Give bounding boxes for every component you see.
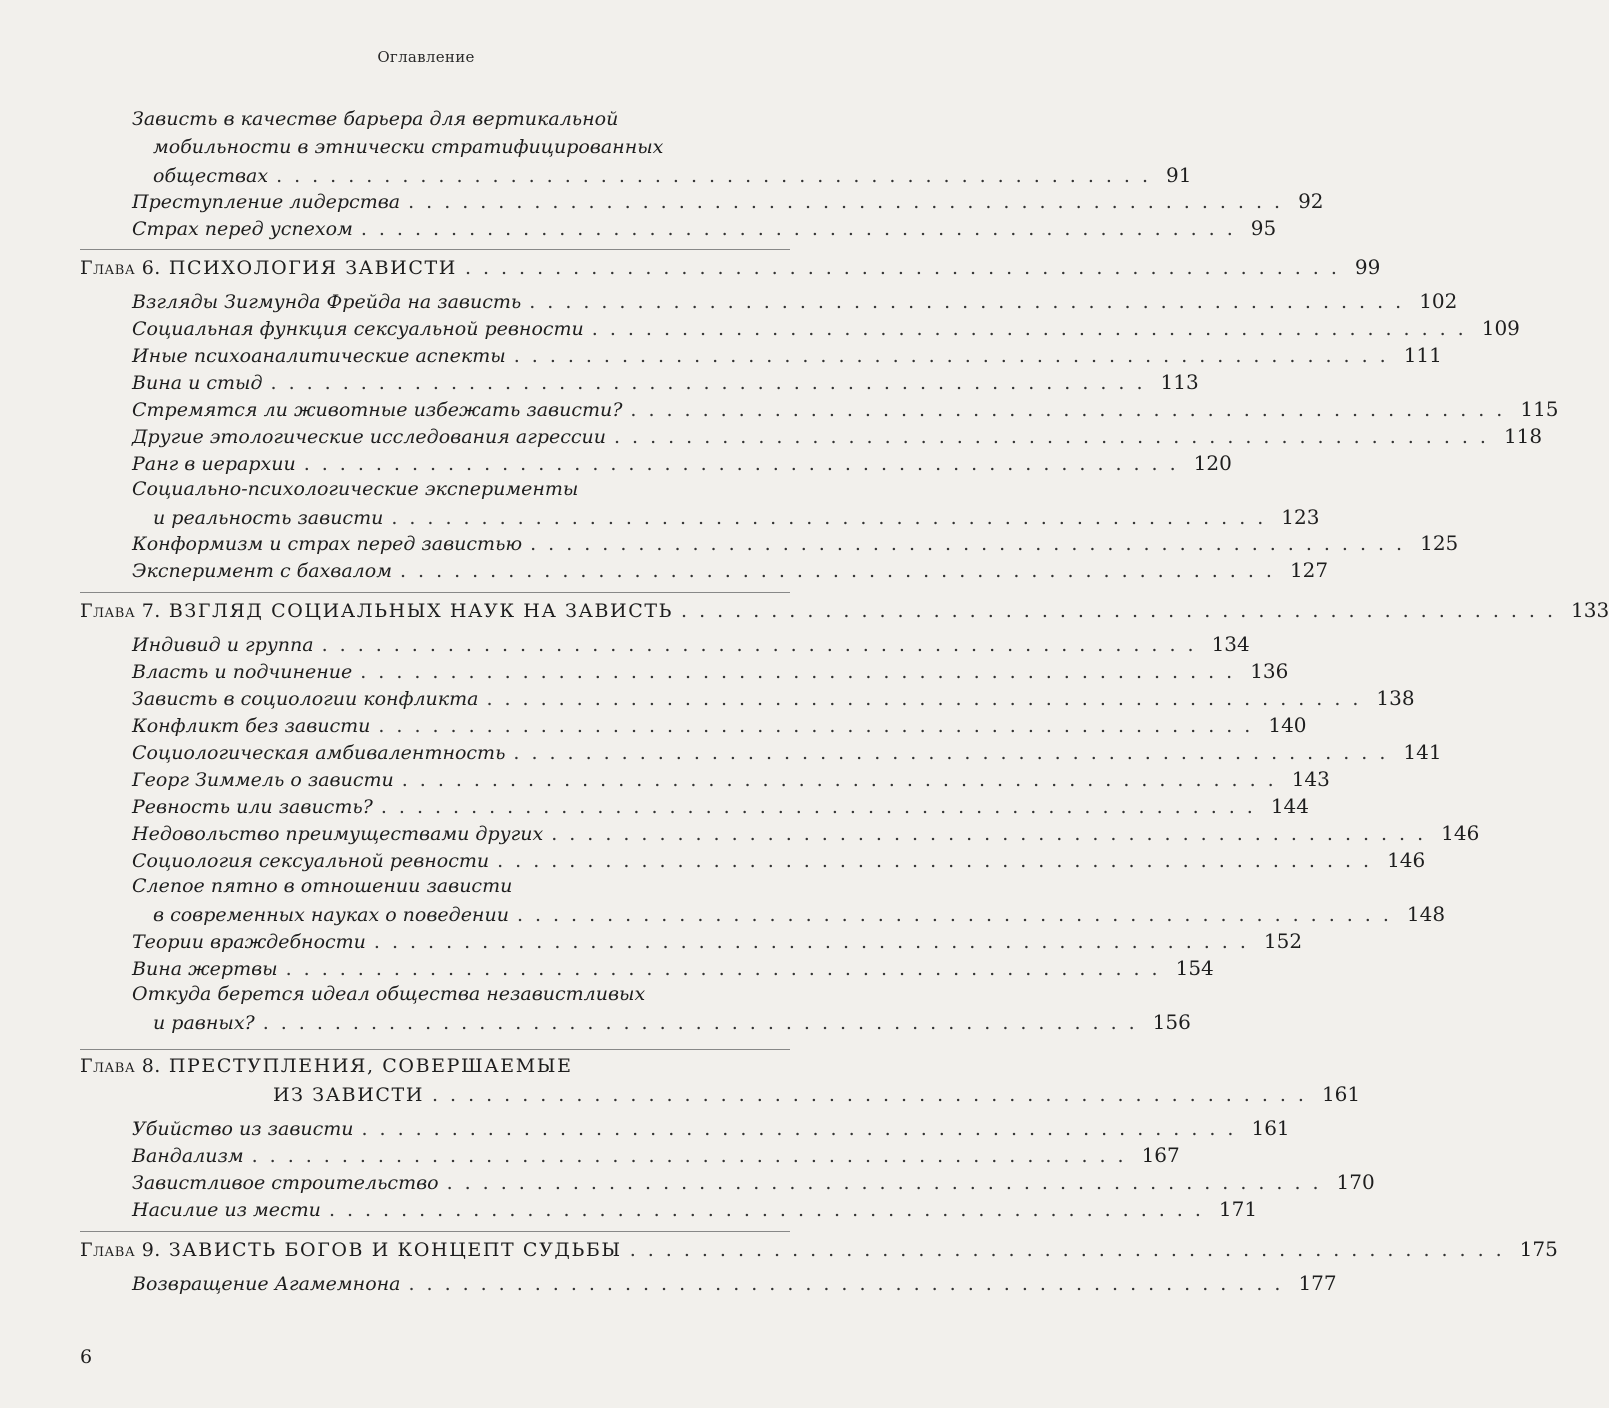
toc-entry-title: Иные психоаналитические аспекты — [132, 345, 506, 367]
toc-entry — [132, 821, 1480, 845]
toc-entry — [132, 424, 1543, 448]
toc-leader: ................................................. — [464, 257, 1349, 279]
chapter-title: ВЗГЛЯД СОЦИАЛЬНЫХ НАУК НА ЗАВИСТЬ — [168, 600, 674, 622]
toc-page-number: 113 — [1160, 370, 1199, 394]
chapter-title: ЗАВИСТЬ БОГОВ И КОНЦЕПТ СУДЬБЫ — [168, 1239, 622, 1261]
toc-page-number: 146 — [1387, 848, 1426, 872]
toc-entry — [153, 902, 1446, 926]
toc-page-number: 115 — [1520, 397, 1559, 421]
divider — [80, 592, 790, 593]
chapter-title: ПРЕСТУПЛЕНИЯ, СОВЕРШАЕМЫЕ — [168, 1055, 573, 1077]
toc-page-number: 154 — [1175, 956, 1214, 980]
toc-entry-title: Ревность или зависть? — [132, 796, 373, 818]
toc-leader: ................................................. — [251, 1145, 1136, 1167]
toc-entry — [132, 740, 1442, 764]
toc-entry — [132, 289, 1458, 313]
toc-leader: ................................................. — [530, 533, 1415, 555]
toc-entry — [132, 713, 1307, 737]
toc-leader: ................................................. — [270, 372, 1155, 394]
divider — [80, 249, 790, 250]
toc-leader: ................................................. — [681, 600, 1565, 622]
divider — [80, 1049, 790, 1050]
toc-entry — [132, 659, 1289, 683]
toc-page-number: 138 — [1376, 686, 1415, 710]
toc-entry — [132, 1271, 1337, 1295]
toc-entry-title: Недовольство преимуществами других — [132, 823, 544, 845]
toc-entry-title: Конфликт без зависти — [132, 715, 371, 737]
toc-chapter-7 — [80, 598, 1609, 622]
toc-entry-title: Зависть в социологии конфликта — [132, 688, 479, 710]
divider — [80, 1231, 790, 1232]
toc-entry-title: Социальная функция сексуальной ревности — [132, 318, 584, 340]
toc-page-number: 156 — [1152, 1010, 1191, 1034]
toc-leader: ................................................. — [321, 634, 1206, 656]
toc-entry-title: Социология сексуальной ревности — [132, 850, 490, 872]
toc-entry — [153, 163, 1192, 187]
toc-entry — [132, 216, 1277, 240]
toc-entry-title: Эксперимент с бахвалом — [132, 560, 392, 582]
toc-page-number: 175 — [1519, 1237, 1558, 1261]
chapter-title: ПСИХОЛОГИЯ ЗАВИСТИ — [168, 257, 457, 279]
toc-entry — [132, 1197, 1258, 1221]
toc-entry — [132, 397, 1559, 421]
toc-entry — [132, 1170, 1375, 1194]
toc-entry — [132, 370, 1199, 394]
toc-entry — [132, 451, 1232, 475]
toc-page-number: 171 — [1218, 1197, 1258, 1221]
chapter-number: Глава 8. — [80, 1055, 161, 1077]
toc-leader: ................................................. — [513, 345, 1398, 367]
toc-entry-line — [132, 478, 578, 500]
toc-page-number: 109 — [1481, 316, 1520, 340]
toc-page-number: 148 — [1406, 902, 1446, 926]
toc-leader: ................................................. — [408, 191, 1293, 213]
toc-page-number: 123 — [1281, 505, 1320, 529]
toc-page-number: 161 — [1251, 1116, 1290, 1140]
toc-page-number: 102 — [1419, 289, 1458, 313]
toc-entry-title: Ранг в иерархии — [132, 453, 296, 475]
toc-entry-title: в современных науках о поведении — [153, 904, 509, 926]
toc-leader: ................................................. — [361, 1118, 1246, 1140]
toc-page-number: 118 — [1503, 424, 1543, 448]
toc-entry-title: Социально-психологические эксперименты — [132, 478, 579, 500]
chapter-number: Глава 9. — [80, 1239, 161, 1261]
toc-entry — [132, 929, 1303, 953]
toc-page-number: 152 — [1263, 929, 1303, 953]
toc-leader: ................................................. — [360, 218, 1245, 240]
chapter-number: Глава 7. — [80, 600, 161, 622]
toc-leader: ................................................. — [630, 399, 1515, 421]
toc-entry — [132, 558, 1329, 582]
toc-chapter-8-cont — [273, 1082, 1361, 1106]
toc-entry-title: Слепое пятно в отношении зависти — [132, 875, 513, 897]
toc-entry — [132, 343, 1442, 367]
toc-page-number: 177 — [1298, 1271, 1337, 1295]
toc-entry — [132, 632, 1250, 656]
page-number: 6 — [80, 1346, 93, 1368]
toc-entry-title: Насилие из мести — [132, 1199, 321, 1221]
toc-page-number: 134 — [1211, 632, 1250, 656]
toc-page-number: 95 — [1250, 216, 1277, 240]
toc-entry-line — [153, 136, 663, 158]
toc-entry-title: Власть и подчинение — [132, 661, 353, 683]
toc-leader: ................................................. — [432, 1084, 1316, 1106]
toc-page-number: 167 — [1141, 1143, 1180, 1167]
toc-entry — [132, 848, 1426, 872]
chapter-number: Глава 6. — [80, 257, 161, 279]
toc-page-number: 120 — [1193, 451, 1232, 475]
toc-entry — [132, 956, 1214, 980]
toc-entry-title: Откуда берется идеал общества независтливых — [132, 983, 646, 1005]
toc-page-number: 127 — [1289, 558, 1329, 582]
toc-leader: ................................................. — [497, 850, 1382, 872]
toc-entry — [132, 767, 1330, 791]
toc-entry-title: Другие этологические исследования агрессии — [132, 426, 606, 448]
toc-entry-title: Вина жертвы — [132, 958, 278, 980]
toc-entry-title: Убийство из зависти — [132, 1118, 354, 1140]
toc-leader: ................................................. — [285, 958, 1170, 980]
toc-entry-title: Конформизм и страх перед завистью — [132, 533, 523, 555]
toc-leader: ................................................. — [360, 661, 1245, 683]
toc-entry-line — [132, 983, 645, 1005]
toc-entry — [132, 686, 1415, 710]
toc-entry-title: Стремятся ли животные избежать зависти? — [132, 399, 623, 421]
toc-leader: ................................................. — [262, 1012, 1147, 1034]
toc-entry-title: и реальность зависти — [153, 507, 384, 529]
toc-page-number: 144 — [1270, 794, 1310, 818]
toc-page-number: 141 — [1403, 740, 1442, 764]
toc-entry-title: и равных? — [153, 1012, 255, 1034]
toc-page-number: 136 — [1250, 659, 1289, 683]
toc-entry-title: Вандализм — [132, 1145, 244, 1167]
toc-entry — [153, 505, 1320, 529]
toc-entry-title: Вина и стыд — [132, 372, 263, 394]
toc-entry — [132, 1116, 1290, 1140]
toc-page-number: 170 — [1336, 1170, 1375, 1194]
toc-leader: ................................................. — [303, 453, 1188, 475]
toc-page-number: 143 — [1291, 767, 1330, 791]
toc-leader: ................................................. — [629, 1239, 1514, 1261]
toc-leader: ................................................. — [401, 769, 1286, 791]
toc-leader: ................................................. — [446, 1172, 1331, 1194]
toc-leader: ................................................. — [373, 931, 1258, 953]
toc-page-number: 91 — [1166, 163, 1192, 187]
toc-leader: ................................................. — [408, 1273, 1293, 1295]
toc-entry — [132, 189, 1324, 213]
toc-leader: ................................................. — [529, 291, 1414, 313]
toc-entry-title: Зависть в качестве барьера для вертикальной — [132, 108, 619, 130]
toc-entry-line — [132, 108, 618, 130]
toc-leader: ................................................. — [276, 165, 1161, 187]
toc-chapter-9 — [80, 1237, 1558, 1261]
toc-page-number: 111 — [1403, 343, 1442, 367]
toc-page-number: 161 — [1321, 1082, 1361, 1106]
toc-page-number: 140 — [1268, 713, 1307, 737]
toc-leader: ................................................. — [551, 823, 1436, 845]
toc-leader: ................................................. — [513, 742, 1398, 764]
toc-entry-title: Страх перед успехом — [132, 218, 353, 240]
toc-entry-title: Индивид и группа — [132, 634, 314, 656]
toc-leader: ................................................. — [591, 318, 1476, 340]
toc-entry-title: обществах — [153, 165, 269, 187]
toc-entry-title: Георг Зиммель о зависти — [132, 769, 394, 791]
toc-entry — [132, 531, 1459, 555]
toc-entry-title: Социологическая амбивалентность — [132, 742, 506, 764]
toc-leader: ................................................. — [391, 507, 1276, 529]
toc-page-number: 146 — [1441, 821, 1480, 845]
toc-leader: ................................................. — [486, 688, 1371, 710]
toc-leader: ................................................. — [516, 904, 1401, 926]
running-head: Оглавление — [377, 48, 475, 66]
chapter-title: ИЗ ЗАВИСТИ — [273, 1084, 424, 1106]
toc-page-number: 99 — [1354, 255, 1381, 279]
toc-entry — [132, 794, 1310, 818]
toc-entry — [153, 1010, 1191, 1034]
toc-page-number: 133 — [1571, 598, 1609, 622]
toc-entry-title: Преступление лидерства — [132, 191, 401, 213]
toc-entry — [132, 1143, 1180, 1167]
toc-leader: ................................................. — [380, 796, 1265, 818]
toc-entry-title: Теории враждебности — [132, 931, 366, 953]
toc-entry-title: мобильности в этнически стратифицированных — [153, 136, 664, 158]
toc-page-number: 92 — [1298, 189, 1324, 213]
toc-page-number: 125 — [1420, 531, 1459, 555]
toc-entry-title: Взгляды Зигмунда Фрейда на зависть — [132, 291, 522, 313]
toc-entry — [132, 316, 1520, 340]
toc-leader: ................................................. — [614, 426, 1498, 448]
toc-leader: ................................................. — [378, 715, 1263, 737]
toc-chapter-8 — [80, 1055, 573, 1077]
toc-chapter-6 — [80, 255, 1381, 279]
toc-leader: ................................................. — [328, 1199, 1213, 1221]
toc-entry-title: Возвращение Агамемнона — [132, 1273, 401, 1295]
toc-entry-title: Завистливое строительство — [132, 1172, 439, 1194]
toc-entry-line — [132, 875, 512, 897]
toc-leader: ................................................. — [399, 560, 1284, 582]
